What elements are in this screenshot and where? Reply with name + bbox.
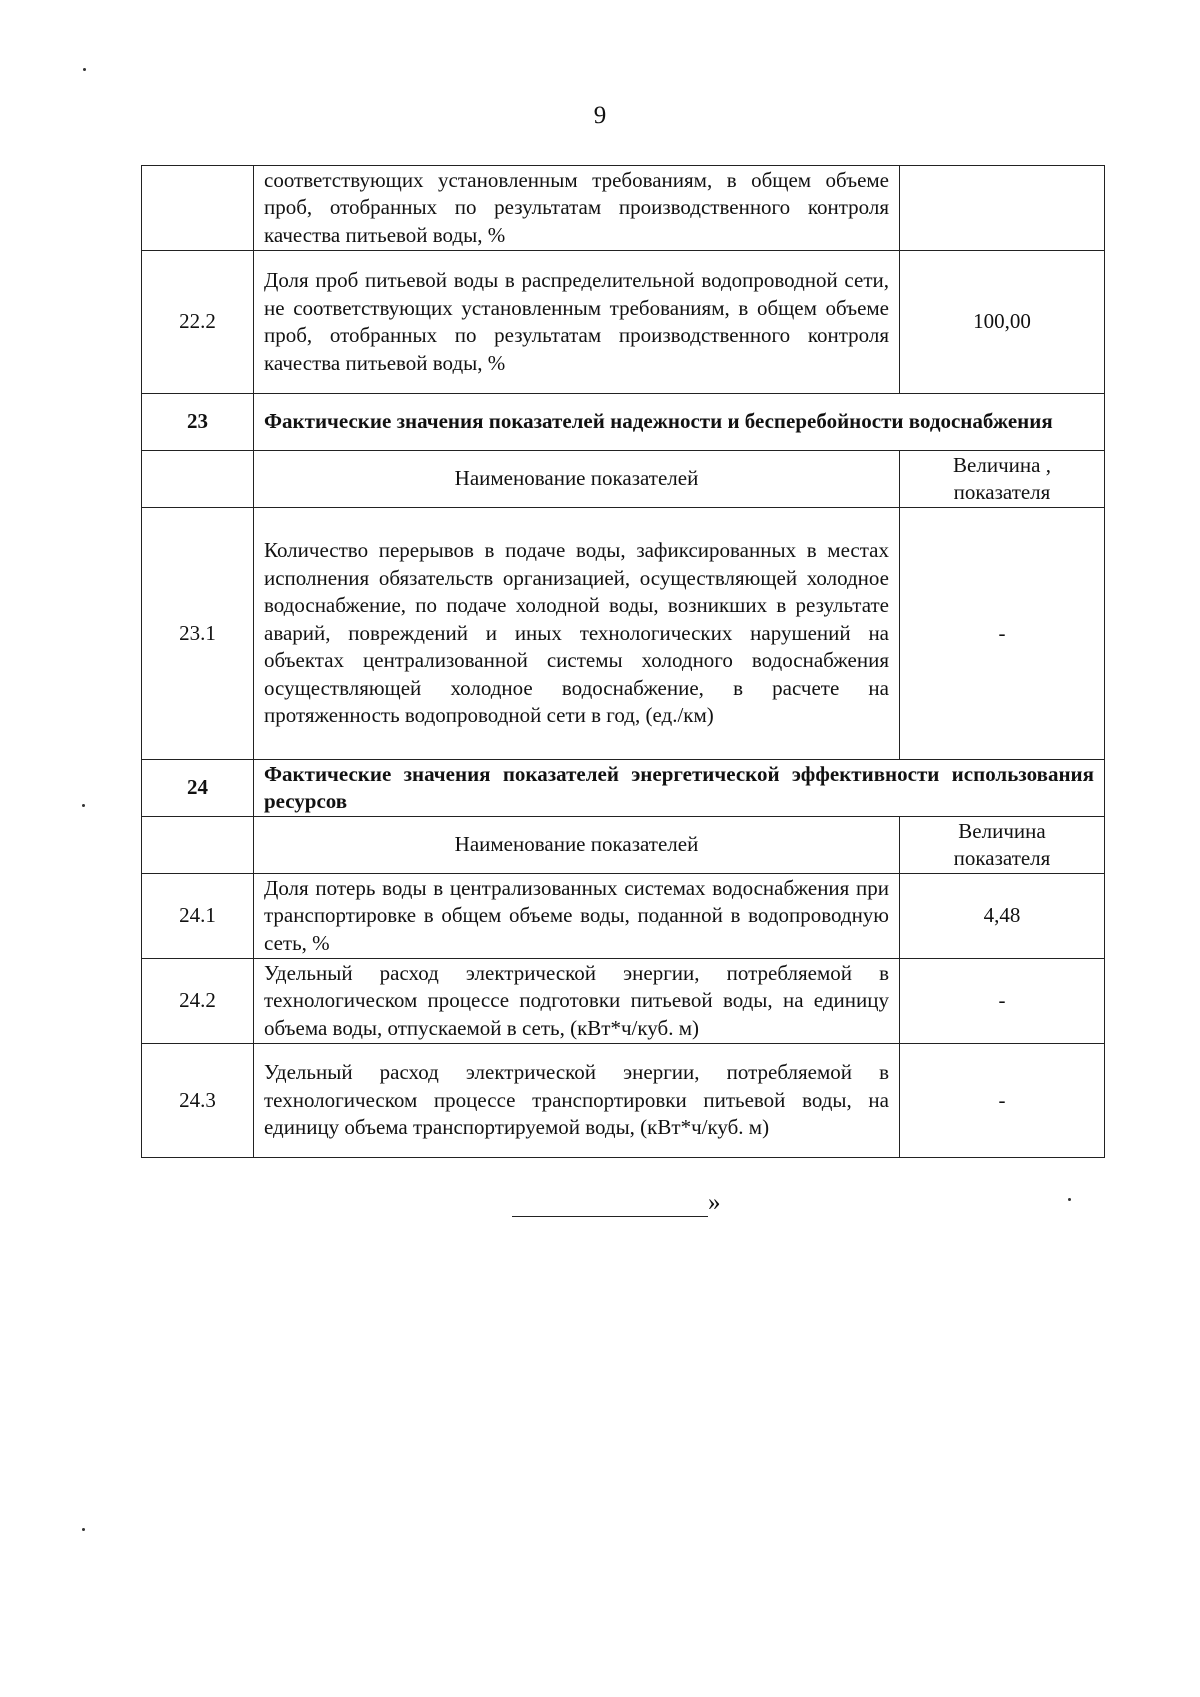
- table-row: [142, 166, 1105, 251]
- closing-quote: »: [708, 1189, 721, 1216]
- table-row: [142, 508, 1105, 760]
- page-number: 9: [593, 102, 607, 129]
- table-row: [142, 251, 1105, 394]
- indicator-name: Доля проб питьевой воды в распределительной водопроводной сети, не соответствующих установленным требованиям, в общем объеме проб, отобранных по результатам производственного контроля качества питьевой воды, %: [254, 251, 900, 394]
- scan-speck: [82, 804, 85, 807]
- column-header-name: Наименование показателей: [254, 817, 900, 874]
- scan-speck: [82, 1528, 85, 1531]
- indicator-name: Доля потерь воды в централизованных системах водоснабжения при транспортировке в общем объеме воды, поданной в водопроводную сеть, %: [254, 874, 900, 959]
- column-header-value: Величина , показателя: [900, 451, 1105, 508]
- row-number: 22.2: [142, 251, 254, 394]
- indicator-name: Количество перерывов в подаче воды, зафиксированных в местах исполнения обязательств организацией, осуществляющей холодное водоснабжение, по подаче холодной воды, возникших в результате аварий, повреждений и иных технологических нарушений на объектах централизованной системы холодного водоснабжения осуществляющей холодное водоснабжение, в расчете на протяженность водопроводной сети в год, (ед./км): [254, 508, 900, 760]
- column-header-value: Величина показателя: [900, 817, 1105, 874]
- indicator-value: -: [900, 1044, 1105, 1158]
- empty-cell: [142, 451, 254, 508]
- indicator-value: -: [900, 959, 1105, 1044]
- indicator-name: соответствующих установленным требованиям, в общем объеме проб, отобранных по результатам производственного контроля качества питьевой воды, %: [254, 166, 900, 251]
- indicator-value: 100,00: [900, 251, 1105, 394]
- row-number: 24.1: [142, 874, 254, 959]
- section-row: [142, 394, 1105, 451]
- table-row: [142, 874, 1105, 959]
- closing-mark: [512, 1189, 721, 1217]
- signature-line: [512, 1192, 708, 1217]
- section-title: Фактические значения показателей надежности и бесперебойности водоснабжения: [254, 394, 1105, 451]
- row-number: [142, 166, 254, 251]
- row-number: 24.2: [142, 959, 254, 1044]
- indicator-value: -: [900, 508, 1105, 760]
- empty-cell: [142, 817, 254, 874]
- section-number: 24: [142, 760, 254, 817]
- column-header-row: [142, 817, 1105, 874]
- row-number: 24.3: [142, 1044, 254, 1158]
- section-number: 23: [142, 394, 254, 451]
- section-title: Фактические значения показателей энергетической эффективности использования ресурсов: [254, 760, 1105, 817]
- indicator-value: [900, 166, 1105, 251]
- column-header-name: Наименование показателей: [254, 451, 900, 508]
- section-row: [142, 760, 1105, 817]
- table-row: [142, 959, 1105, 1044]
- indicators-table: [141, 165, 1105, 1158]
- indicator-name: Удельный расход электрической энергии, потребляемой в технологическом процессе транспортировки питьевой воды, на единицу объема транспортируемой воды, (кВт*ч/куб. м): [254, 1044, 900, 1158]
- indicator-value: 4,48: [900, 874, 1105, 959]
- scan-speck: [83, 68, 86, 71]
- row-number: 23.1: [142, 508, 254, 760]
- column-header-row: [142, 451, 1105, 508]
- table-row: [142, 1044, 1105, 1158]
- scan-speck: [1068, 1198, 1071, 1201]
- indicator-name: Удельный расход электрической энергии, потребляемой в технологическом процессе подготовки питьевой воды, на единицу объема воды, отпускаемой в сеть, (кВт*ч/куб. м): [254, 959, 900, 1044]
